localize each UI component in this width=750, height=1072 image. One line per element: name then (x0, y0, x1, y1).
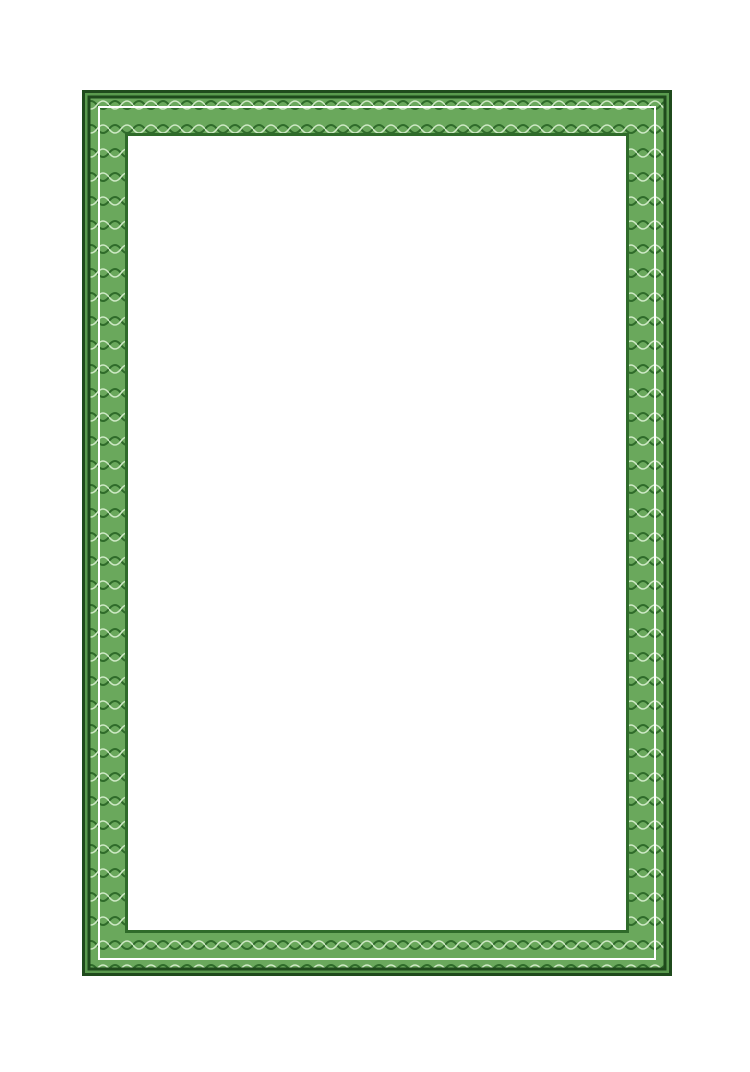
verse-lines (142, 144, 612, 922)
text-panel (125, 133, 629, 933)
ornamental-frame (82, 90, 672, 976)
